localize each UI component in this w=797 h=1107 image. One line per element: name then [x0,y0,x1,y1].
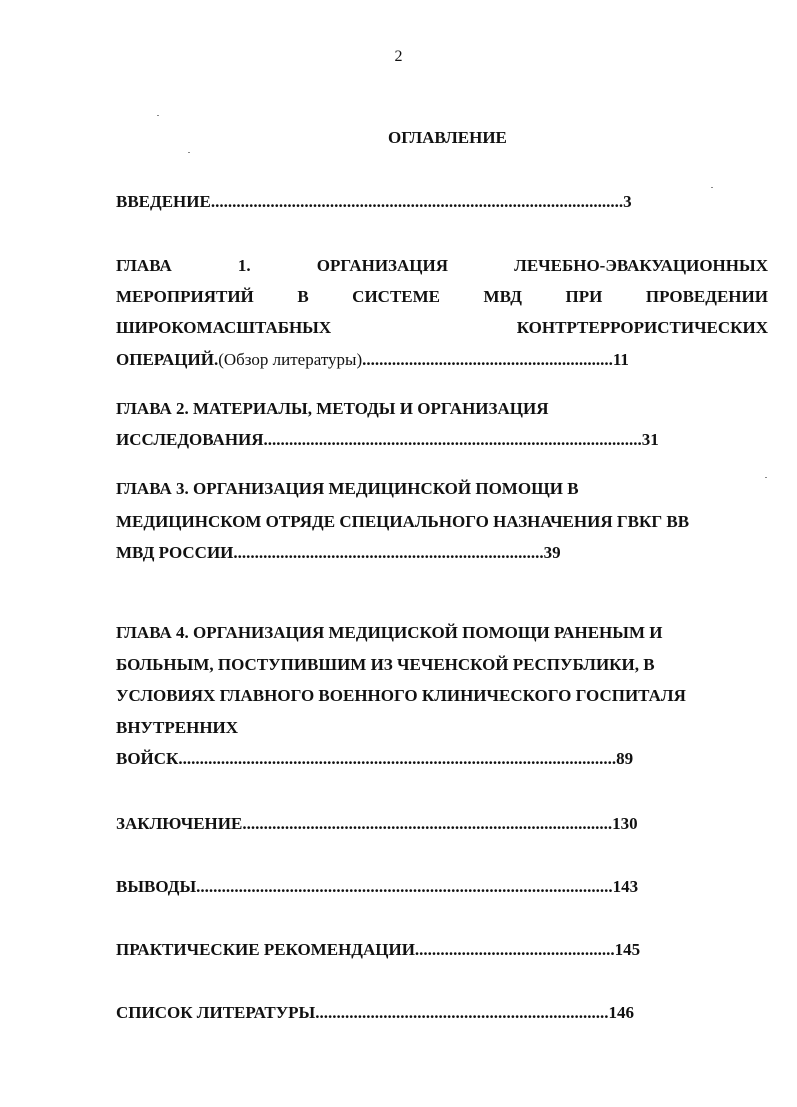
toc-chapter4-line5: ВОЙСК.......................................................................................................89 [116,749,634,768]
toc-entry-findings: ВЫВОДЫ..................................................................................................143 [116,877,639,896]
word: МВД [483,287,522,306]
word: КОНТРТЕРРОРИСТИЧЕСКИХ [516,318,768,337]
toc-chapter2-line1: ГЛАВА 2. МАТЕРИАЛЫ, МЕТОДЫ И ОРГАНИЗАЦИЯ [116,399,549,418]
word: МЕРОПРИЯТИЙ [116,287,254,306]
word: ПРИ [565,287,603,306]
scan-speck [711,187,713,188]
toc-chapter3-line1: ГЛАВА 3. ОРГАНИЗАЦИЯ МЕДИЦИНСКОЙ ПОМОЩИ В [116,479,579,498]
toc-chapter4-line3: УСЛОВИЯХ ГЛАВНОГО ВОЕННОГО КЛИНИЧЕСКОГО ГОСПИТАЛЯ [116,686,686,705]
toc-chapter2-line2: ИССЛЕДОВАНИЯ.........................................................................................31 [116,430,659,449]
toc-title: ОГЛАВЛЕНИЕ [388,128,507,147]
toc-chapter3-line2: МЕДИЦИНСКОМ ОТРЯДЕ СПЕЦИАЛЬНОГО НАЗНАЧЕНИЯ ГВКГ ВВ [116,512,690,531]
chapter1-review-note: (Обзор литературы) [218,350,363,369]
chapter1-leader-page: ...........................................................11 [362,350,629,369]
toc-chapter4-line2: БОЛЬНЫМ, ПОСТУПИВШИМ ИЗ ЧЕЧЕНСКОЙ РЕСПУБЛИКИ, В [116,655,655,674]
toc-chapter1-line2 [116,287,768,307]
page-number: 2 [394,48,403,65]
scan-speck [765,477,767,478]
toc-chapter1-line4 [116,350,629,370]
toc-entry-intro: ВВЕДЕНИЕ.................................................................................................3 [116,192,632,211]
toc-chapter4-line1: ГЛАВА 4. ОРГАНИЗАЦИЯ МЕДИЦИСКОЙ ПОМОЩИ РАНЕНЫМ И [116,623,663,642]
word: 1. [237,256,251,275]
word: ПРОВЕДЕНИИ [645,287,768,306]
word: В [297,287,309,306]
toc-chapter1-line3 [116,318,768,338]
word: ГЛАВА [116,256,172,275]
scan-speck [157,115,159,116]
word: СИСТЕМЕ [352,287,441,306]
word: ЛЕЧЕБНО-ЭВАКУАЦИОННЫХ [514,256,768,275]
word: ОРГАНИЗАЦИЯ [316,256,449,275]
toc-chapter3-line3: МВД РОССИИ.........................................................................39 [116,543,561,562]
toc-chapter1-line1 [116,256,768,276]
chapter1-ops-text: ОПЕРАЦИЙ. [116,350,219,369]
toc-entry-references: СПИСОК ЛИТЕРАТУРЫ.....................................................................146 [116,1003,635,1022]
toc-entry-conclusion: ЗАКЛЮЧЕНИЕ.......................................................................................130 [116,814,638,833]
toc-chapter4-line4: ВНУТРЕННИХ [116,718,239,737]
toc-entry-recommendations: ПРАКТИЧЕСКИЕ РЕКОМЕНДАЦИИ...............................................145 [116,940,641,959]
word: ШИРОКОМАСШТАБНЫХ [116,318,332,337]
scan-speck [188,152,190,153]
